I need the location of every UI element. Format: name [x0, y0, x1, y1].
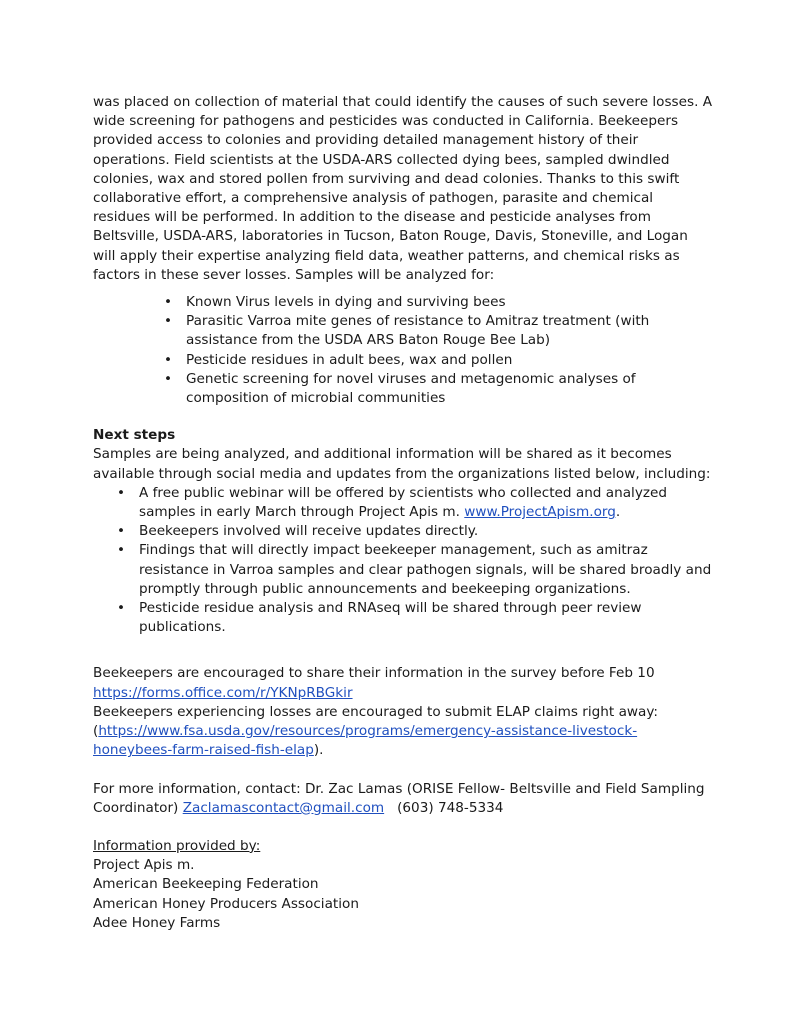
spacer [93, 637, 713, 656]
org-name: American Honey Producers Association [93, 895, 359, 912]
next-step-item: • Findings that will directly impact beekeeper management, such as amitraz resistance in Varroa samples and clear pathogen signals, will be shared broadly and promptly through public announcements and beekeeping organizations. [139, 541, 713, 599]
org-name: Project Apis m. [93, 857, 195, 874]
next-steps-intro: Samples are being analyzed, and additional information will be shared as it becomes available through social media and updates from the organizations listed below, including: [93, 446, 711, 482]
elap-link-line [93, 722, 713, 760]
analysis-item: • Genetic screening for novel viruses and metagenomic analyses of composition of microbial communities [186, 370, 713, 408]
elap-link[interactable]: https://www.fsa.usda.gov/resources/programs/emergency-assistance-livestock-honeybees-farm-raised-fish-elap [93, 723, 638, 759]
elap-open-paren: ( [93, 723, 99, 740]
survey-text: Beekeepers are encouraged to share their information in the survey before Feb 10 [93, 665, 655, 682]
org-name: American Beekeeping Federation [93, 876, 319, 893]
contact-email-link[interactable]: Zaclamascontact@gmail.com [182, 799, 385, 816]
spacer [93, 656, 713, 664]
contact-text: For more information, contact: Dr. Zac Lamas (ORISE Fellow- Beltsville and Field Sampling Coordinator) [93, 780, 705, 816]
next-step-item: • Beekeepers involved will receive updates directly. [139, 522, 713, 541]
spacer [93, 761, 713, 780]
analysis-item: • Pesticide residues in adult bees, wax and pollen [186, 351, 713, 370]
next-step-end: . [615, 504, 621, 521]
project-apis-link[interactable]: www.ProjectApism.org [464, 504, 616, 521]
document-page [93, 93, 713, 933]
org-name: Adee Honey Farms [93, 914, 221, 931]
next-step-text: A free public webinar will be offered by scientists who collected and analyzed samples in early March through Project Apis m. [139, 484, 667, 521]
provided-by-heading: Information provided by: [93, 837, 261, 854]
elap-close-paren: ). [313, 742, 324, 759]
spacer [93, 818, 713, 837]
analysis-item: • Parasitic Varroa mite genes of resistance to Amitraz treatment (with assistance from the USDA ARS Baton Rouge Bee Lab) [186, 312, 713, 350]
next-steps-heading: Next steps [93, 427, 176, 444]
elap-text: Beekeepers experiencing losses are encouraged to submit ELAP claims right away: [93, 703, 658, 720]
next-step-item: • Pesticide residue analysis and RNAseq will be shared through peer review publications. [139, 599, 713, 637]
next-steps-list [93, 484, 713, 638]
survey-link[interactable]: https://forms.office.com/r/YKNpRBGkir [93, 684, 353, 701]
next-step-item [139, 484, 713, 522]
contact-paragraph [93, 780, 713, 818]
intro-paragraph: was placed on collection of material that could identify the causes of such severe losses. A wide screening for pathogens and pesticides was conducted in California. Beekeepers provided access to colonies and providing detailed management history of their operations. Field scientists at the USDA-ARS collected dying bees, sampled dwindled colonies, wax and stored pollen from surviving and dead colonies. Thanks to this swift collaborative effort, a comprehensive analysis of pathogen, parasite and chemical residues will be performed. In addition to the disease and pesticide analyses from Beltsville, USDA-ARS, laboratories in Tucson, Baton Rouge, Davis, Stoneville, and Logan will apply their expertise analyzing field data, weather patterns, and chemical risks as factors in these sever losses. Samples will be analyzed for: [93, 94, 713, 283]
analysis-item: • Known Virus levels in dying and surviving bees [186, 293, 713, 312]
analyses-list [93, 293, 713, 408]
contact-phone: (603) 748-5334 [397, 799, 504, 816]
